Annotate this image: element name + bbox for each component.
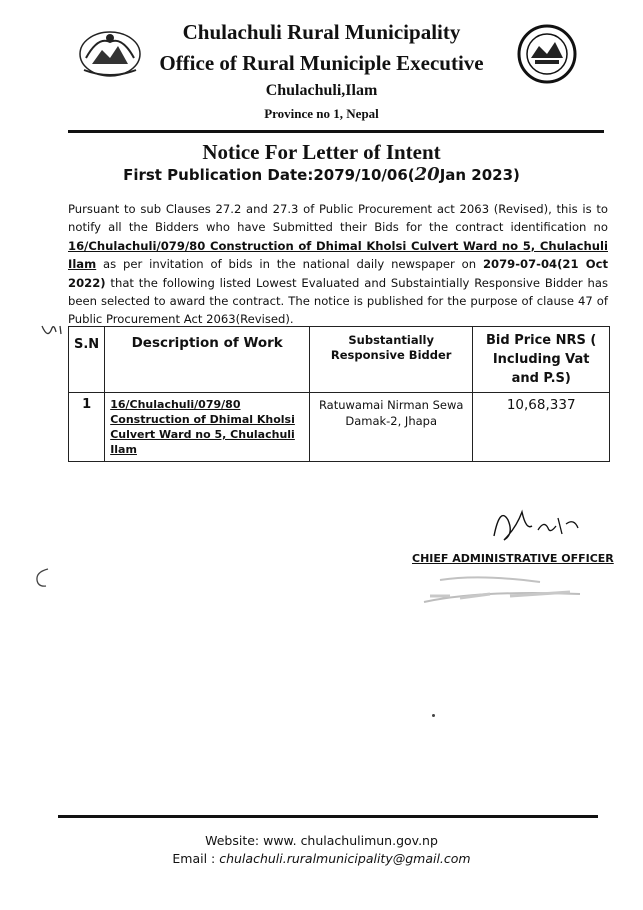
- row-bidder: [310, 393, 473, 462]
- officer-signature: [486, 500, 586, 548]
- publication-date-prefix: First Publication Date:2079/10/06(: [123, 166, 415, 184]
- ink-dot: [432, 714, 435, 717]
- notice-body-paragraph: [68, 200, 608, 329]
- handwritten-margin-mark: [38, 322, 68, 342]
- body-text-part-2: as per invitation of bids in the national daily newspaper on: [96, 257, 483, 272]
- body-text-part-1: Pursuant to sub Clauses 27.2 and 27.3 of Public Procurement act 2063 (Revised), this is to notify all the Bidders who have Submitted their Bids for the contract identification no: [68, 202, 608, 235]
- footer-website: [0, 833, 643, 848]
- bidder-address: Damak-2, Jhapa: [345, 414, 438, 428]
- publication-date: [0, 164, 643, 185]
- footer-divider: [58, 815, 598, 818]
- header-price: Bid Price NRS ( Including Vat and P.S): [473, 327, 610, 393]
- header-sn: S.N: [69, 327, 105, 393]
- row-price: 10,68,337: [473, 393, 610, 462]
- bidder-name: Ratuwamai Nirman Sewa: [318, 398, 464, 412]
- header-divider: [68, 130, 604, 133]
- province: Province no 1, Nepal: [264, 106, 379, 121]
- handwritten-margin-mark: [32, 566, 54, 590]
- publication-date-handwritten-day: 20: [414, 164, 440, 185]
- office-name: Office of Rural Municiple Executive: [159, 51, 484, 75]
- bid-results-table: [68, 326, 610, 462]
- footer-email: [0, 851, 643, 866]
- table-header-row: [69, 327, 610, 393]
- header-description: Description of Work: [105, 327, 310, 393]
- organization-name: Chulachuli Rural Municipality: [182, 20, 461, 44]
- body-text-part-3: that the following listed Lowest Evaluated and Substaintially Responsive Bidder has been selected to award the contract. The notice is published for the purpose of clause 47 of Public Procurement Act 2063(Revised).: [68, 275, 608, 327]
- website-url: www. chulachulimun.gov.np: [263, 833, 438, 848]
- officer-title: CHIEF ADMINISTRATIVE OFFICER: [412, 552, 614, 565]
- newspaper-date: 2079-07-04(21 Oct 2022): [68, 257, 608, 290]
- email-address: chulachuli.ruralmunicipality@gmail.com: [219, 851, 471, 866]
- email-label: Email :: [172, 851, 220, 866]
- location: Chulachuli,Ilam: [265, 82, 378, 99]
- header-bidder: Substantially Responsive Bidder: [310, 327, 473, 393]
- table-row: [69, 393, 610, 462]
- row-description: 16/Chulachuli/079/80 Construction of Dhimal Kholsi Culvert Ward no 5, Chulachuli Ilam: [105, 393, 310, 462]
- notice-title: Notice For Letter of Intent: [202, 140, 441, 164]
- publication-date-suffix: Jan 2023): [439, 166, 520, 184]
- row-sn: 1: [69, 393, 105, 462]
- contract-identification: 16/Chulachuli/079/80 Construction of Dhimal Kholsi Culvert Ward no 5, Chulachuli Ilam: [68, 238, 608, 272]
- faint-stamp-icon: [420, 570, 590, 610]
- website-label: Website:: [205, 833, 264, 848]
